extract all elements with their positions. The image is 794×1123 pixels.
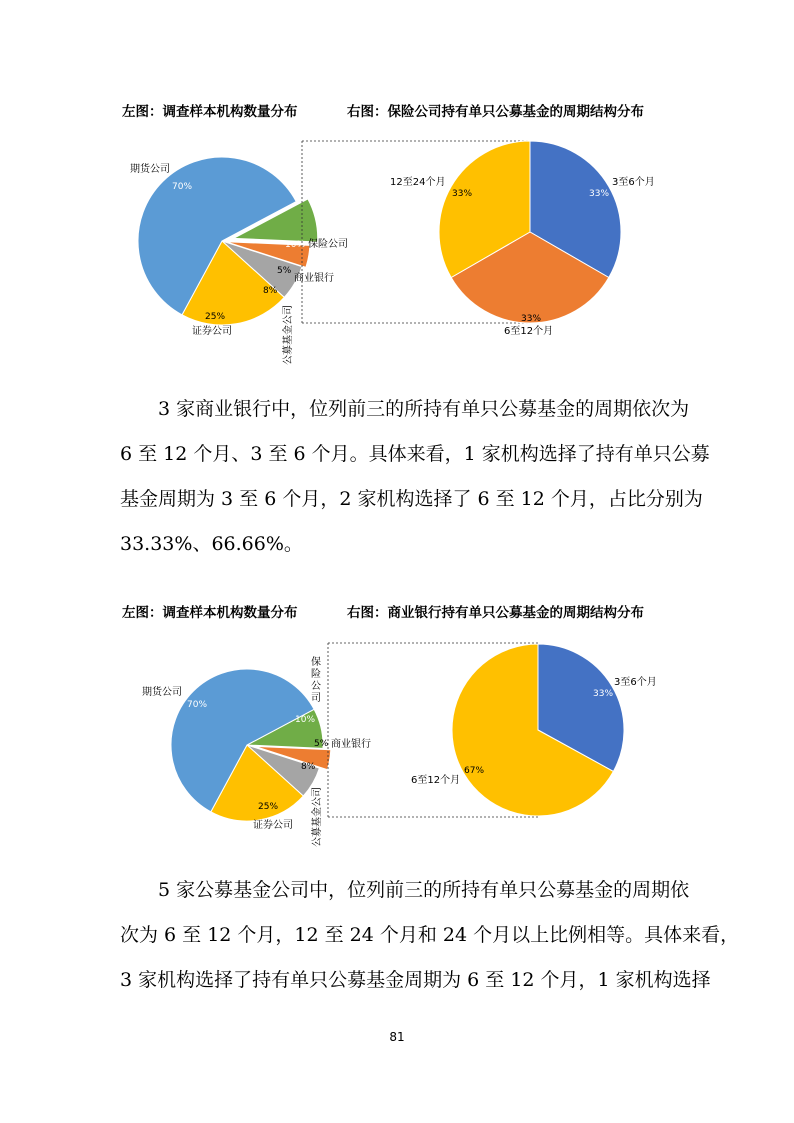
paragraph-1-line-2: 6 至 12 个月、3 至 6 个月。具体来看，1 家机构选择了持有单只公募	[120, 443, 710, 465]
figure2-left-caption: 左图：调查样本机构数量分布	[122, 605, 298, 621]
fig1-label-zhengquan: 证券公司	[192, 326, 232, 337]
fig2-right-pct-3to6: 33%	[593, 689, 614, 699]
fig2-right-label-3to6: 3至6个月	[614, 677, 657, 688]
fig2-label-gongmu: 公募基金公司	[312, 787, 323, 847]
fig1-right-pie	[439, 141, 621, 323]
fig2-label-zhengquan: 证券公司	[253, 820, 293, 831]
fig1-right-label-12to24: 12至24个月	[390, 177, 446, 188]
fig1-right-pct-12to24: 33%	[452, 189, 473, 199]
fig2-left-pie	[171, 669, 331, 821]
fig2-pct-gongmu: 8%	[301, 762, 316, 772]
fig2-pct-zhengquan: 25%	[258, 802, 279, 812]
paragraph-1-line-3: 基金周期为 3 至 6 个月，2 家机构选择了 6 至 12 个月，占比分别为	[120, 488, 703, 510]
fig1-label-gongmu: 公募基金公司	[283, 305, 294, 365]
paragraph-1-line-4: 33.33%、66.66%。	[120, 533, 303, 555]
fig1-label-yinhang: 商业银行	[294, 273, 334, 284]
fig1-pct-gongmu: 8%	[263, 286, 278, 296]
figure1-charts	[0, 125, 794, 375]
figure1-left-caption: 左图：调查样本机构数量分布	[122, 104, 298, 120]
fig1-right-pct-3to6: 33%	[589, 189, 610, 199]
fig2-pct-qihuo: 70%	[187, 700, 208, 710]
fig1-label-qihuo: 期货公司	[130, 164, 170, 175]
page-number: 81	[389, 1030, 405, 1044]
figure1-right-caption: 右图：保险公司持有单只公募基金的周期结构分布	[347, 104, 644, 120]
paragraph-2-line-1: 5 家公募基金公司中，位列前三的所持有单只公募基金的周期依	[158, 879, 690, 901]
paragraph-1	[120, 387, 710, 567]
fig1-pct-baoxian: 10%	[285, 240, 306, 250]
paragraph-1-line-1: 3 家商业银行中，位列前三的所持有单只公募基金的周期依次为	[158, 398, 690, 420]
fig2-right-label-6to12: 6至12个月	[411, 775, 461, 786]
fig2-label-baoxian: 保险公司	[311, 657, 321, 704]
paragraph-2-line-2: 次为 6 至 12 个月，12 至 24 个月和 24 个月以上比例相等。具体来看，	[120, 924, 740, 946]
paragraph-2-line-3: 3 家机构选择了持有单只公募基金周期为 6 至 12 个月，1 家机构选择	[120, 969, 711, 991]
fig2-right-pie	[452, 644, 624, 816]
fig1-pct-zhengquan: 25%	[205, 312, 226, 322]
figure2-charts	[0, 635, 794, 855]
fig1-label-baoxian: 保险公司	[308, 239, 348, 250]
fig2-pct-yinhang: 5%	[314, 739, 329, 749]
fig1-pct-qihuo: 70%	[172, 182, 193, 192]
fig2-label-qihuo: 期货公司	[142, 687, 182, 698]
figure2-right-caption: 右图：商业银行持有单只公募基金的周期结构分布	[347, 605, 644, 621]
fig2-pct-baoxian: 10%	[295, 715, 316, 725]
fig2-label-yinhang: 商业银行	[331, 739, 371, 750]
paragraph-2	[120, 868, 740, 1003]
fig1-right-label-6to12: 6至12个月	[504, 326, 554, 337]
fig1-right-label-3to6: 3至6个月	[612, 177, 655, 188]
fig2-right-pct-6to12: 67%	[464, 766, 485, 776]
fig1-right-pct-6to12: 33%	[521, 314, 542, 324]
fig1-pct-yinhang: 5%	[277, 266, 292, 276]
